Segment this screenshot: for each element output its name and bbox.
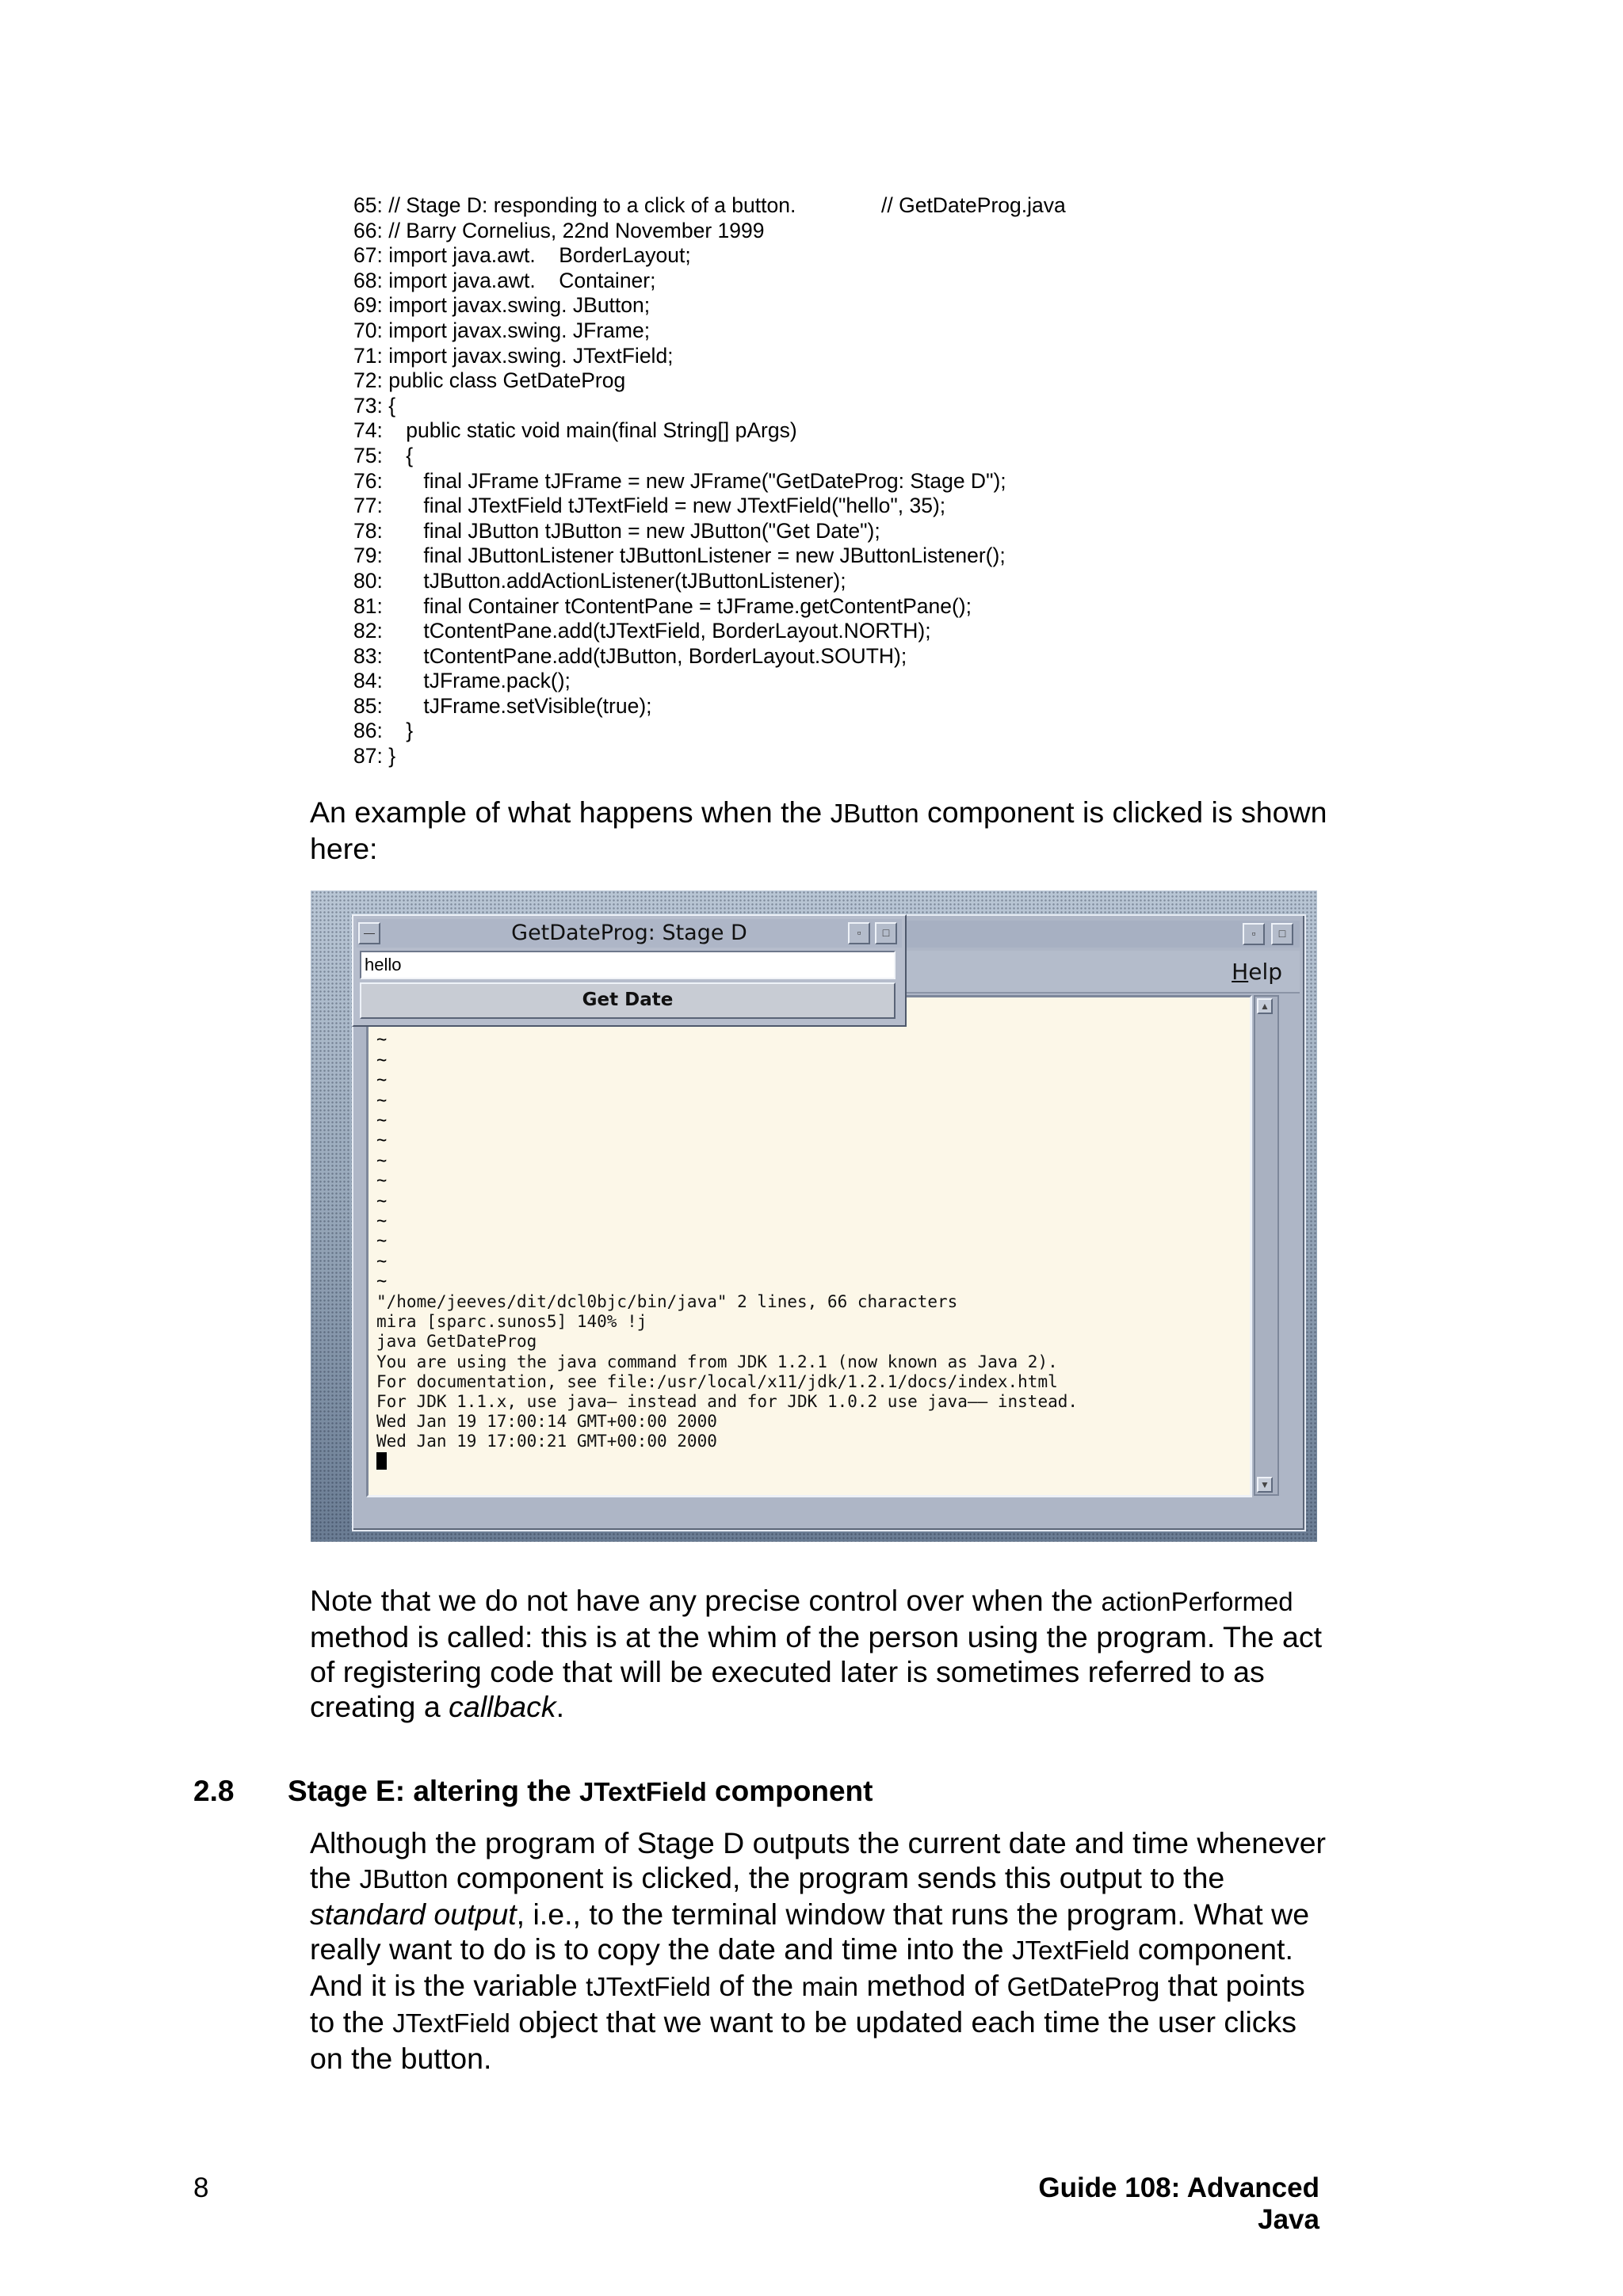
tilde-marker: ~	[376, 1110, 388, 1131]
tilde-marker: ~	[376, 1171, 388, 1192]
body-italic-standard-output: standard output	[310, 1897, 517, 1931]
code-line: 70: import javax.swing. JFrame;	[353, 318, 651, 342]
code-line: 79: final JButtonListener tJButtonListener = new JButtonListener();	[353, 543, 1006, 568]
code-line: 80: tJButton.addActionListener(tJButtonListener);	[353, 568, 846, 593]
note-italic-callback: callback	[449, 1690, 556, 1723]
heading-code-jtextfield: JTextField	[579, 1777, 707, 1806]
code-line: 82: tContentPane.add(tJTextField, BorderLayout.NORTH);	[353, 619, 931, 643]
app-titlebar	[357, 919, 902, 948]
code-line: 78: final JButton tJButton = new JButton("Get Date");	[353, 518, 880, 543]
note-text-2: method is called: this is at the whim of the person using the program. The act of registering code that will be executed later is sometimes referred to as creating a	[310, 1620, 1323, 1723]
note-paragraph	[310, 1583, 1332, 1724]
app-window-title: GetDateProg: Stage D	[511, 921, 747, 945]
tilde-marker: ~	[376, 1150, 388, 1171]
window-menu-icon[interactable]: —	[358, 922, 380, 944]
terminal-line: Wed Jan 19 17:00:14 GMT+00:00 2000	[376, 1412, 717, 1432]
body-text-4: component. And it is the variable	[310, 1932, 1293, 2002]
body-code-jbutton: JButton	[359, 1864, 449, 1894]
tilde-marker: ~	[376, 1211, 388, 1231]
app-minimize-icon[interactable]: ▫	[848, 922, 870, 944]
terminal-cursor-line	[376, 1452, 1078, 1472]
scroll-down-arrow-icon[interactable]: ▼	[1257, 1477, 1273, 1493]
code-line: 87: }	[353, 744, 396, 769]
screenshot-figure	[311, 891, 1317, 1542]
body-text-5: of the	[710, 1969, 802, 2002]
terminal-scrollbar[interactable]	[1254, 995, 1279, 1496]
code-line: 81: final Container tContentPane = tJFrame.getContentPane();	[353, 593, 972, 618]
body-text-3: , i.e., to the terminal window that runs the program. What we really want to do is to copy the date and time into the	[310, 1897, 1310, 1966]
note-code-actionperformed: actionPerformed	[1101, 1587, 1293, 1616]
intro-paragraph	[310, 795, 1332, 866]
terminal-line: mira [sparc.sunos5] 140% !j	[376, 1312, 647, 1332]
code-line: 84: tJFrame.pack();	[353, 669, 571, 693]
tilde-marker: ~	[376, 1131, 388, 1151]
code-line: 83: tContentPane.add(tJButton, BorderLayout.SOUTH);	[353, 643, 907, 668]
tilde-marker: ~	[376, 1070, 388, 1091]
tilde-marker: ~	[376, 1030, 388, 1051]
body-text-7: that points to the	[310, 1969, 1305, 2039]
body-text-1: Although the program of Stage D outputs the current date and time whenever the	[310, 1826, 1327, 1894]
code-line: 85: tJFrame.setVisible(true);	[353, 693, 652, 718]
code-line: 71: import javax.swing. JTextField;	[353, 343, 674, 368]
help-menu-label: elp	[1248, 959, 1282, 985]
body-code-getdateprog: GetDateProg	[1006, 1972, 1160, 2001]
tilde-marker: ~	[376, 1231, 388, 1252]
terminal-line: java GetDateProg	[376, 1332, 537, 1352]
code-filename: // GetDateProg.java	[881, 193, 1066, 217]
terminal-line: For JDK 1.1.x, use java— instead and for JDK 1.0.2 use java—— instead.	[376, 1391, 1079, 1411]
app-maximize-icon[interactable]: □	[875, 922, 897, 944]
note-text-1: Note that we do not have any precise control over when the	[310, 1584, 1102, 1617]
tilde-marker: ~	[376, 1191, 388, 1211]
body-text-2: component is clicked, the program sends this output to the	[448, 1861, 1225, 1894]
help-menu[interactable]	[1232, 959, 1282, 985]
tilde-marker: ~	[376, 1251, 388, 1272]
code-lines	[353, 193, 1066, 769]
body-text-6: method of	[858, 1969, 1007, 2002]
footer-title: Guide 108: Advanced Java	[1038, 2172, 1319, 2235]
page-number: 8	[193, 2172, 209, 2203]
scroll-up-arrow-icon[interactable]: ▲	[1257, 998, 1273, 1014]
terminal-line: You are using the java command from JDK 1.2.1 (now known as Java 2).	[376, 1352, 1058, 1371]
terminal-lines	[376, 1292, 1078, 1472]
code-line: 65: // Stage D: responding to a click of a button. // GetDateProg.java	[353, 193, 1066, 217]
section-number: 2.8	[193, 1775, 235, 1807]
tilde-marker: ~	[376, 1050, 388, 1070]
get-date-button[interactable]: Get Date	[360, 982, 896, 1019]
getdateprog-window	[352, 914, 907, 1027]
help-menu-mnemonic: H	[1232, 959, 1249, 985]
code-line: 66: // Barry Cornelius, 22nd November 1999	[353, 218, 765, 242]
intro-text-2: component is clicked is shown here:	[310, 795, 1327, 865]
intro-text-1: An example of what happens when the	[310, 795, 831, 829]
code-line: 67: import java.awt. BorderLayout;	[353, 243, 691, 268]
code-line: 72: public class GetDateProg	[353, 368, 626, 393]
code-listing	[353, 193, 1066, 769]
terminal-line: "/home/jeeves/dit/dcl0bjc/bin/java" 2 lines, 66 characters	[376, 1292, 958, 1311]
tilde-marker: ~	[376, 1272, 388, 1292]
empty-line-markers	[376, 1010, 387, 1291]
note-text-3: .	[556, 1690, 565, 1723]
terminal-line: Wed Jan 19 17:00:21 GMT+00:00 2000	[376, 1432, 717, 1451]
terminal-minimize-icon[interactable]: ▫	[1243, 923, 1265, 945]
code-line: 75: {	[353, 443, 414, 467]
text-cursor-icon	[376, 1452, 387, 1470]
body-paragraph	[310, 1825, 1332, 2076]
code-line: 76: final JFrame tJFrame = new JFrame("GetDateProg: Stage D");	[353, 468, 1006, 493]
terminal-maximize-icon[interactable]: □	[1271, 923, 1293, 945]
code-line: 74: public static void main(final String[] pArgs)	[353, 418, 797, 443]
body-code-tjtextfield: tJTextField	[586, 1972, 711, 2001]
code-line: 73: {	[353, 393, 396, 418]
terminal-line: For documentation, see file:/usr/local/x11/jdk/1.2.1/docs/index.html	[376, 1371, 1058, 1391]
heading-text-1: Stage E: altering the	[288, 1775, 580, 1807]
code-line: 68: import java.awt. Container;	[353, 268, 656, 292]
body-code-main: main	[801, 1972, 859, 2001]
body-code-jtextfield: JTextField	[1011, 1936, 1130, 1965]
code-line: 69: import javax.swing. JButton;	[353, 293, 651, 318]
body-code-jtextfield-2: JTextField	[392, 2008, 510, 2038]
code-line: 86: }	[353, 719, 414, 743]
text-field[interactable]: hello	[360, 951, 896, 979]
tilde-marker: ~	[376, 1090, 388, 1111]
intro-code-jbutton: JButton	[830, 799, 919, 828]
body-text-8: object that we want to be updated each time the user clicks on the button.	[310, 2005, 1297, 2075]
terminal-output[interactable]	[366, 995, 1252, 1497]
heading-text-2: component	[706, 1775, 873, 1807]
code-line: 77: final JTextField tJTextField = new JTextField("hello", 35);	[353, 494, 946, 518]
section-heading	[288, 1775, 873, 1808]
